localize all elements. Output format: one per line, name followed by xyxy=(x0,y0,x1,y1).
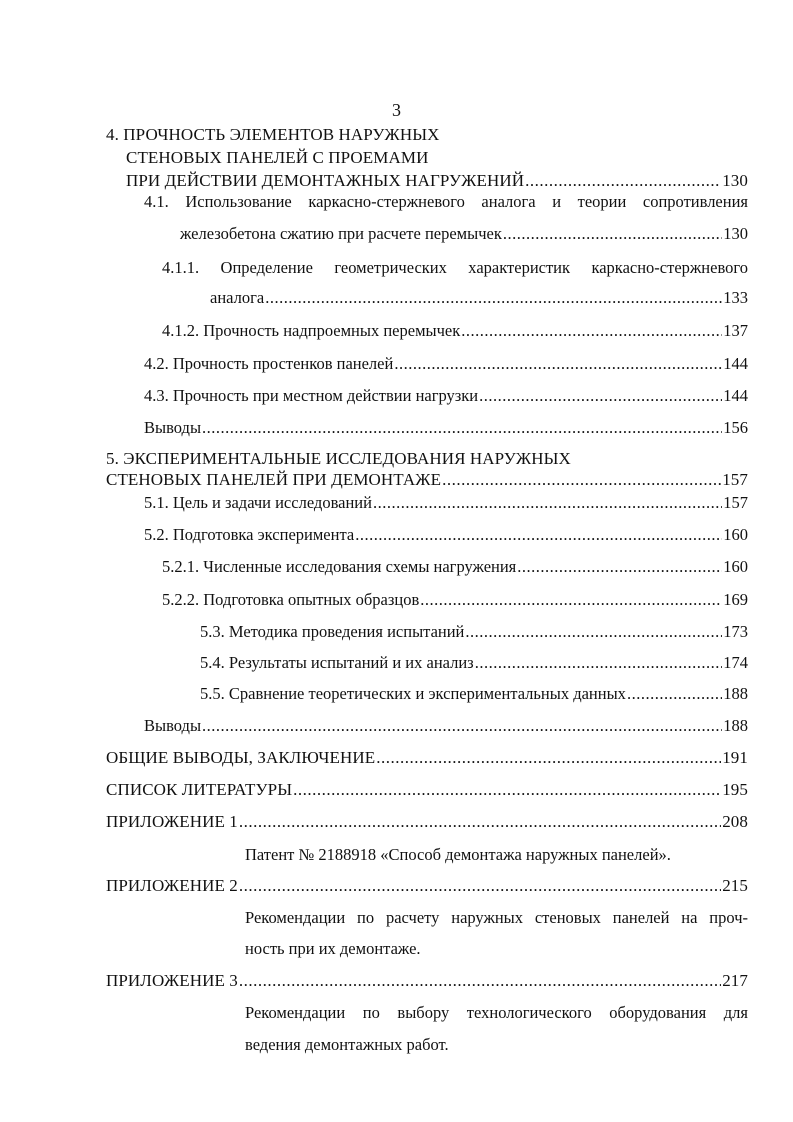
appendix-2-description-line1: Рекомендации по расчету наружных стеновых панелей на проч- xyxy=(245,908,748,927)
appendix-2-description-line2: ность при их демонтаже. xyxy=(245,939,421,958)
section-5-2-1-page: 160 xyxy=(723,557,748,576)
chapter4-title-line3: ПРИ ДЕЙСТВИИ ДЕМОНТАЖНЫХ НАГРУЖЕНИЙ xyxy=(126,171,525,190)
section-5-4-page: 174 xyxy=(723,653,748,672)
leader-dots xyxy=(202,716,722,736)
section-5-1-page: 157 xyxy=(723,493,748,512)
appendix-2-title: ПРИЛОЖЕНИЕ 2 xyxy=(106,876,238,895)
chapter5-conclusions-page: 188 xyxy=(723,716,748,735)
chapter5-title-line1: 5. ЭКСПЕРИМЕНТАЛЬНЫЕ ИССЛЕДОВАНИЯ НАРУЖНЫХ xyxy=(106,449,571,468)
section-4-2-row xyxy=(144,354,748,374)
section-5-4-title: 5.4. Результаты испытаний и их анализ xyxy=(200,653,474,672)
appendix-1-page: 208 xyxy=(722,812,748,831)
page-number: 3 xyxy=(392,100,401,120)
section-5-3-title: 5.3. Методика проведения испытаний xyxy=(200,622,465,641)
section-4-1-2-page: 137 xyxy=(723,321,748,340)
leader-dots xyxy=(503,224,722,244)
leader-dots xyxy=(420,590,722,610)
section-5-2-1-title: 5.2.1. Численные исследования схемы нагружения xyxy=(162,557,517,576)
chapter4-page: 130 xyxy=(722,171,748,190)
appendix-1-row xyxy=(106,812,748,832)
section-4-1-1-row xyxy=(210,288,748,308)
section-4-1-2-title: 4.1.2. Прочность надпроемных перемычек xyxy=(162,321,461,340)
section-5-1-title: 5.1. Цель и задачи исследований xyxy=(144,493,372,512)
bibliography-row xyxy=(106,780,748,800)
section-4-1-1-line2: аналога xyxy=(210,288,265,307)
section-5-5-title: 5.5. Сравнение теоретических и экспериментальных данных xyxy=(200,684,626,703)
leader-dots xyxy=(202,418,722,438)
leader-dots xyxy=(293,780,721,800)
section-4-3-row xyxy=(144,386,748,406)
section-5-2-2-row xyxy=(162,590,748,610)
section-5-2-row xyxy=(144,525,748,545)
section-4-3-title: 4.3. Прочность при местном действии нагрузки xyxy=(144,386,479,405)
chapter5-conclusions-title: Выводы xyxy=(144,716,202,735)
section-5-2-page: 160 xyxy=(723,525,748,544)
section-5-5-page: 188 xyxy=(723,684,748,703)
bibliography-page: 195 xyxy=(722,780,748,799)
general-conclusions-page: 191 xyxy=(722,748,748,767)
appendix-3-row xyxy=(106,971,748,991)
section-4-1-line2: железобетона сжатию при расчете перемычек xyxy=(180,224,502,243)
appendix-3-page: 217 xyxy=(722,971,748,990)
leader-dots xyxy=(373,493,722,513)
section-4-1-2-row xyxy=(162,321,748,341)
leader-dots xyxy=(239,876,721,896)
section-4-1-1-line1: 4.1.1. Определение геометрических характеристик каркасно-стержневого xyxy=(162,258,748,277)
general-conclusions-row xyxy=(106,748,748,768)
section-5-1-row xyxy=(144,493,748,513)
chapter4-conclusions-title: Выводы xyxy=(144,418,202,437)
leader-dots xyxy=(627,684,722,704)
leader-dots xyxy=(376,748,721,768)
leader-dots xyxy=(465,622,722,642)
chapter4-conclusions-row xyxy=(144,418,748,438)
leader-dots xyxy=(461,321,722,341)
appendix-2-page: 215 xyxy=(722,876,748,895)
leader-dots xyxy=(479,386,722,406)
section-4-1-page: 130 xyxy=(723,224,748,243)
appendix-3-title: ПРИЛОЖЕНИЕ 3 xyxy=(106,971,238,990)
appendix-3-description-line1: Рекомендации по выбору технологического оборудования для xyxy=(245,1003,748,1022)
section-5-2-2-page: 169 xyxy=(723,590,748,609)
leader-dots xyxy=(475,653,723,673)
bibliography-title: СПИСОК ЛИТЕРАТУРЫ xyxy=(106,780,293,799)
section-5-3-page: 173 xyxy=(723,622,748,641)
chapter4-title-line2: СТЕНОВЫХ ПАНЕЛЕЙ С ПРОЕМАМИ xyxy=(126,148,429,167)
section-5-5-row xyxy=(200,684,748,704)
section-4-1-1-page: 133 xyxy=(723,288,748,307)
section-5-2-1-row xyxy=(162,557,748,577)
section-5-2-2-title: 5.2.2. Подготовка опытных образцов xyxy=(162,590,420,609)
chapter4-title-line1: 4. ПРОЧНОСТЬ ЭЛЕМЕНТОВ НАРУЖНЫХ xyxy=(106,125,440,144)
appendix-3-description-line2: ведения демонтажных работ. xyxy=(245,1035,449,1054)
section-5-2-title: 5.2. Подготовка эксперимента xyxy=(144,525,355,544)
section-4-1-line1: 4.1. Использование каркасно-стержневого аналога и теории сопротивления xyxy=(144,192,748,211)
section-5-4-row xyxy=(200,653,748,673)
section-4-2-title: 4.2. Прочность простенков панелей xyxy=(144,354,394,373)
leader-dots xyxy=(355,525,722,545)
leader-dots xyxy=(525,171,721,191)
section-4-1-row xyxy=(180,224,748,244)
leader-dots xyxy=(394,354,722,374)
general-conclusions-title: ОБЩИЕ ВЫВОДЫ, ЗАКЛЮЧЕНИЕ xyxy=(106,748,376,767)
chapter5-title-row xyxy=(106,470,748,490)
appendix-1-title: ПРИЛОЖЕНИЕ 1 xyxy=(106,812,238,831)
chapter4-title-row xyxy=(126,171,748,191)
leader-dots xyxy=(239,812,721,832)
section-5-3-row xyxy=(200,622,748,642)
appendix-1-description: Патент № 2188918 «Способ демонтажа наружных панелей». xyxy=(245,845,671,864)
chapter4-conclusions-page: 156 xyxy=(723,418,748,437)
chapter5-conclusions-row xyxy=(144,716,748,736)
leader-dots xyxy=(442,470,721,490)
leader-dots xyxy=(265,288,722,308)
chapter5-title-line2: СТЕНОВЫХ ПАНЕЛЕЙ ПРИ ДЕМОНТАЖЕ xyxy=(106,470,442,489)
section-4-2-page: 144 xyxy=(723,354,748,373)
chapter5-page: 157 xyxy=(722,470,748,489)
leader-dots xyxy=(239,971,721,991)
section-4-3-page: 144 xyxy=(723,386,748,405)
leader-dots xyxy=(517,557,722,577)
appendix-2-row xyxy=(106,876,748,896)
